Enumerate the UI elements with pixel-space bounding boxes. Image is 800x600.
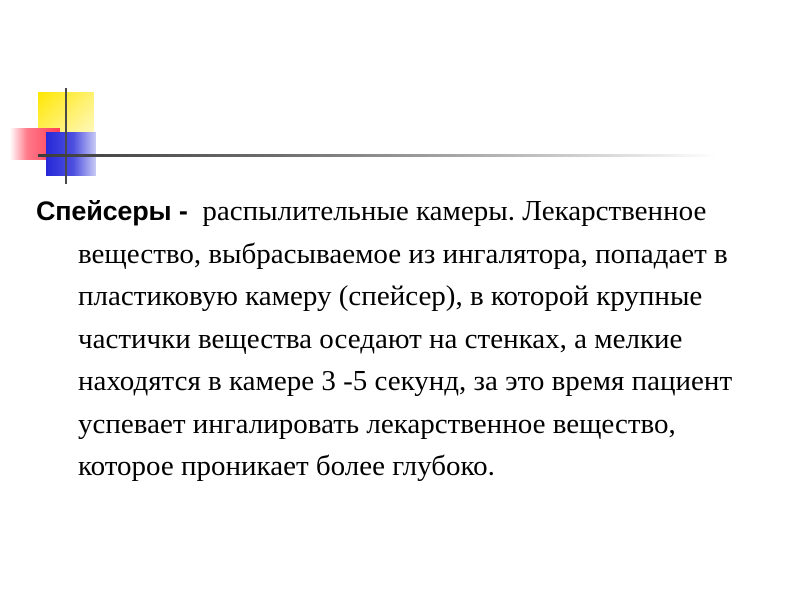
definition-paragraph: [36, 190, 776, 488]
vertical-rule: [65, 88, 67, 184]
definition-text: распылительные камеры. Лекарственное вещество, выбрасываемое из ингалятора, попадает в пластиковую камеру (спейсер), в которой крупные частички вещества оседают на стенках, а мелкие находятся в камере 3 -5 секунд, за это время пациент успевает ингалировать лекарственное вещество, которое проникает более глубоко.: [78, 195, 733, 482]
horizontal-rule: [38, 154, 718, 157]
term-dash: -: [171, 196, 188, 226]
slide-body: [36, 190, 776, 488]
term-label: Спейсеры: [36, 196, 172, 226]
